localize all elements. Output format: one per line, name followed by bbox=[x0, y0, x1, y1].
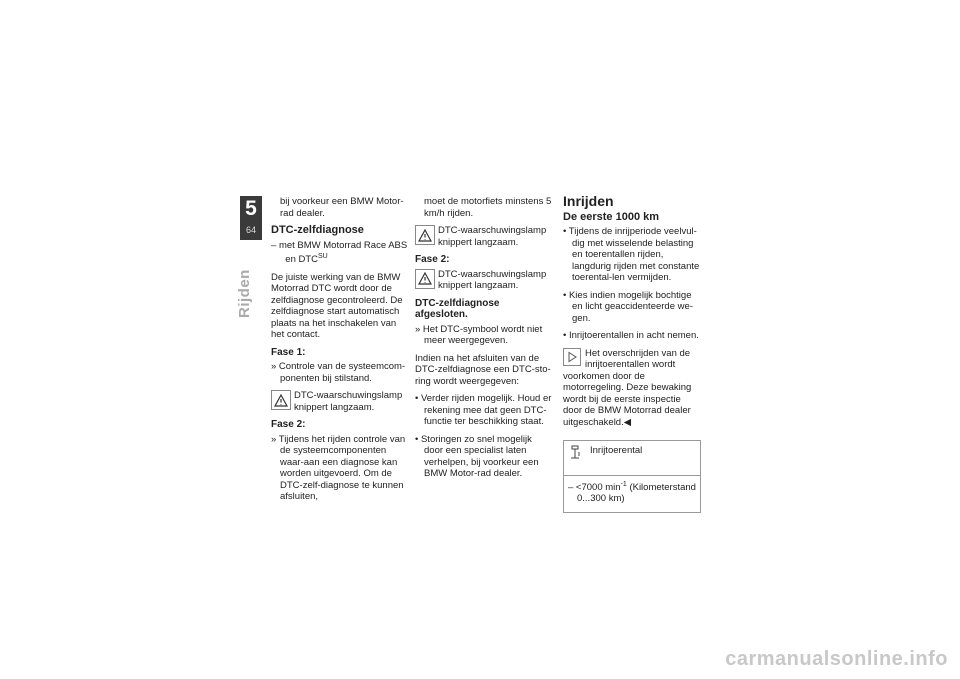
column-1 bbox=[271, 196, 409, 509]
continued-text: bij voorkeur een BMW Motor- rad dealer. bbox=[280, 196, 404, 219]
subtitle-eerste-1000km: De eerste 1000 km bbox=[563, 210, 660, 223]
warning-lamp-note: DTC-waarschuwingslamp knippert langzaam. bbox=[271, 390, 409, 413]
dtc-afgesloten-heading: DTC-zelfdiagnose afgesloten. bbox=[415, 297, 500, 320]
side-chapter-label: Rijden bbox=[236, 269, 253, 318]
chapter-tab bbox=[240, 196, 262, 240]
fase-1-heading: Fase 1: bbox=[271, 346, 306, 358]
storing-paragraph: Indien na het afsluiten van de DTC-zelfdiagnose een DTC-sto-ring wordt weergegeven: bbox=[415, 352, 551, 387]
tachometer-icon bbox=[568, 445, 586, 465]
warning-triangle-icon bbox=[271, 390, 291, 410]
bullet-item: • Kies indien mogelijk bochtige en licht geaccidenteerde we-gen. bbox=[563, 289, 693, 324]
fase-2-step: » Tijdens het rijden controle van de systeemcomponenten waar-aan een diagnose kan worden uitgevoerd. Om de DTC-zelf-diagnose te kunnen afsluiten, bbox=[271, 433, 406, 503]
continued-text: moet de motorfiets minstens 5 km/h rijden. bbox=[424, 196, 552, 219]
end-mark-icon: ◀ bbox=[623, 416, 632, 428]
spec-value: – <7000 $\min^{-1}$ (Kilometerstand 0...300 km) bbox=[568, 480, 696, 505]
column-3 bbox=[563, 193, 701, 513]
bullet-item: • Inrijtoerentallen in acht nemen. bbox=[563, 330, 699, 341]
column-2 bbox=[415, 196, 553, 486]
warning-triangle-icon bbox=[415, 225, 435, 245]
spec-label: Inrijtoerental bbox=[590, 445, 643, 456]
warning-lamp-note: DTC-waarschuwingslamp knippert langzaam. bbox=[415, 269, 553, 292]
bullet-item: • Storingen zo snel mogelijk door een specialist laten verhelpen, bij voorkeur een BMW Motor-rad dealer. bbox=[415, 433, 539, 479]
bullet-item: • Tijdens de inrijperiode veelvul-dig met wisselende belasting en toerentallen rijden, langdurig rijden met constante toerental-len vermijden. bbox=[563, 226, 700, 283]
warning-triangle-icon bbox=[415, 269, 435, 289]
intro-paragraph: De juiste werking van de BMW Motorrad DTC wordt door de zelfdiagnose gecontroleerd. De zelfdiagnose start automatisch plaats na het inschakelen van het contact. bbox=[271, 271, 403, 341]
info-note: Het overschrijden van de inrijtoerentallen wordt voorkomen door de motorregeling. Deze bewaking wordt bij de eerste inspectie door de BMW Motorrad dealer uitgeschakeld.◀ bbox=[563, 347, 692, 428]
spec-table-header bbox=[564, 441, 700, 476]
chapter-number: 5 bbox=[245, 197, 257, 220]
fase-2-heading: Fase 2: bbox=[415, 254, 450, 265]
afgesloten-step: » Het DTC-symbool wordt niet meer weergegeven. bbox=[415, 323, 543, 346]
fase-1-step: » Controle van de systeemcom-ponenten bij stilstand. bbox=[271, 361, 406, 384]
condition-line: – met BMW Motorrad Race ABS en $DTC^{SU}$ bbox=[271, 239, 408, 266]
section-title-inrijden: Inrijden bbox=[563, 193, 614, 209]
warning-lamp-note: DTC-waarschuwingslamp knippert langzaam. bbox=[415, 225, 553, 248]
fase-2-heading: Fase 2: bbox=[271, 419, 306, 431]
watermark: carmanualsonline.info bbox=[725, 648, 948, 670]
play-triangle-icon bbox=[563, 348, 581, 366]
section-heading-dtc-zelfdiagnose: DTC-zelfdiagnose bbox=[271, 224, 364, 236]
page-number: 64 bbox=[245, 225, 256, 235]
bullet-item: • Verder rijden mogelijk. Houd er rekening mee dat geen DTC-functie ter beschikking staat. bbox=[415, 393, 552, 427]
spec-table bbox=[563, 440, 701, 513]
